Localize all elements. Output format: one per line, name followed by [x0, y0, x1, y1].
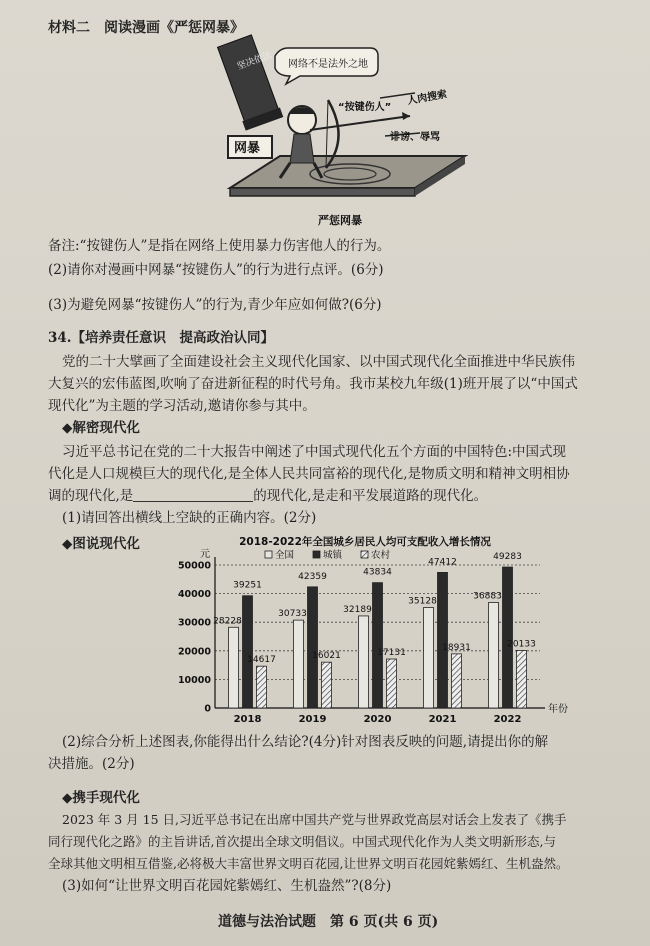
- data-label: 30733: [278, 609, 307, 620]
- data-label: 39251: [233, 580, 262, 591]
- question-2: (2)请你对漫画中网暴“按键伤人”的行为进行点评。(6分): [48, 262, 384, 278]
- chart-title: 2018-2022年全国城乡居民人均可支配收入增长情况: [239, 536, 491, 548]
- bar-城镇: [243, 596, 253, 708]
- bar-城镇: [308, 587, 318, 708]
- renrou-label: 人肉搜索: [406, 89, 448, 107]
- bar-农村: [452, 654, 462, 708]
- bar-全国: [229, 627, 239, 708]
- note: 备注:“按键伤人”是指在网络上使用暴力伤害他人的行为。: [48, 238, 391, 254]
- legend-label: 全国: [275, 550, 295, 561]
- bar-全国: [359, 616, 369, 708]
- x-tick-label: 2019: [298, 714, 327, 725]
- data-label: 35128: [408, 596, 437, 607]
- cartoon-caption: 严惩网暴: [318, 214, 362, 227]
- data-label: 47412: [428, 557, 457, 568]
- data-label: 20133: [507, 639, 536, 650]
- y-axis-label: 元: [200, 549, 210, 560]
- legend-label: 农村: [371, 550, 391, 561]
- legend-swatch: [361, 551, 368, 558]
- y-tick-label: 20000: [177, 646, 211, 658]
- question-34-2-line-1: (2)综合分析上述图表,你能得出什么结论?(4分)针对图表反映的问题,请提出你的解: [62, 734, 549, 750]
- bar-全国: [489, 603, 499, 708]
- x-tick-label: 2021: [428, 714, 457, 725]
- bar-农村: [257, 666, 267, 708]
- material-heading: 材料二 阅读漫画《严惩网暴》: [48, 20, 244, 36]
- slander-label: 诽谤、辱骂: [390, 132, 440, 143]
- legend-swatch: [313, 551, 320, 558]
- x-tick-label: 2018: [233, 714, 262, 725]
- para3-line-3: 全球其他文明相互借鉴,必将极大丰富世界文明百花园,让世界文明百花园姹紫嫣红、生机盎然。: [48, 856, 569, 871]
- question-34-2-line-2: 决措施。(2分): [48, 756, 135, 772]
- bar-城镇: [373, 583, 383, 708]
- data-label: 32189: [343, 604, 372, 615]
- data-label: 16021: [312, 651, 341, 662]
- intro-line-2: 大复兴的宏伟蓝图,吹响了奋进新征程的时代号角。我市某校九年级(1)班开展了以“中国式: [48, 376, 578, 392]
- data-label: 28228: [213, 616, 242, 627]
- bar-农村: [517, 650, 527, 708]
- x-tick-label: 2022: [493, 714, 522, 725]
- para1-line-1: 习近平总书记在党的二十大报告中阐述了中国式现代化五个方面的中国特色:中国式现: [62, 444, 567, 460]
- y-tick-label: 10000: [177, 674, 211, 686]
- bar-全国: [424, 608, 434, 708]
- data-label: 36883: [473, 591, 502, 602]
- y-tick-label: 30000: [177, 617, 211, 629]
- x-axis-label: 年份: [548, 704, 568, 715]
- intro-line-3: 现代化”为主题的学习活动,邀请你参与其中。: [48, 398, 316, 414]
- para1-line-3: 调的现代化,是 的现代化,是走和平发展道路的现代化。: [48, 488, 488, 504]
- bar-城镇: [438, 572, 448, 708]
- y-tick-label: 50000: [177, 560, 211, 572]
- income-bar-chart: [165, 533, 568, 733]
- question-34-1: (1)请回答出横线上空缺的正确内容。(2分): [62, 510, 317, 526]
- data-label: 49283: [493, 552, 522, 563]
- legend-swatch: [265, 551, 272, 558]
- key-harm-label: “按键伤人”: [338, 102, 392, 113]
- bar-全国: [294, 620, 304, 708]
- bar-城镇: [503, 567, 513, 708]
- page-footer: 道德与法治试题 第 6 页(共 6 页): [218, 914, 439, 930]
- question-34-3: (3)如何“让世界文明百花园姹紫嫣红、生机盎然”?(8分): [62, 878, 392, 894]
- y-tick-label: 0: [204, 703, 211, 715]
- section-decode: ◆解密现代化: [62, 420, 140, 436]
- para1-line-2: 代化是人口规模巨大的现代化,是全体人民共同富裕的现代化,是物质文明和精神文明相协: [48, 466, 570, 482]
- intro-line-1: 党的二十大擘画了全面建设社会主义现代化国家、以中国式现代化全面推进中华民族伟: [62, 354, 575, 370]
- question-3: (3)为避免网暴“按键伤人”的行为,青少年应如何做?(6分): [48, 297, 382, 313]
- q34-title: 34.【培养责任意识 提高政治认同】: [48, 330, 274, 346]
- data-label: 17131: [377, 648, 406, 659]
- para3-line-2: 同行现代化之路》的主旨讲话,首次提出全球文明倡议。中国式现代化作为人类文明新形态,与: [48, 834, 556, 849]
- bar-农村: [322, 662, 332, 708]
- legend-label: 城镇: [323, 550, 343, 561]
- wangbao-label: 网暴: [234, 141, 261, 156]
- bar-农村: [387, 659, 397, 708]
- data-label: 43834: [363, 567, 392, 578]
- data-label: 14617: [247, 655, 276, 666]
- cartoon-illustration: [210, 38, 480, 228]
- y-tick-label: 40000: [177, 589, 211, 601]
- data-label: 42359: [298, 571, 327, 582]
- section-together: ◆携手现代化: [62, 790, 140, 806]
- x-tick-label: 2020: [363, 714, 392, 725]
- bubble-text: 网络不是法外之地: [288, 59, 368, 70]
- blank-line[interactable]: [133, 487, 253, 502]
- para3-line-1: 2023 年 3 月 15 日,习近平总书记在出席中国共产党与世界政党高层对话会上发表了《携手: [62, 812, 567, 827]
- section-chart: ◆图说现代化: [62, 536, 140, 552]
- hammer-label: 坚决依法: [235, 50, 274, 73]
- data-label: 18931: [442, 642, 471, 653]
